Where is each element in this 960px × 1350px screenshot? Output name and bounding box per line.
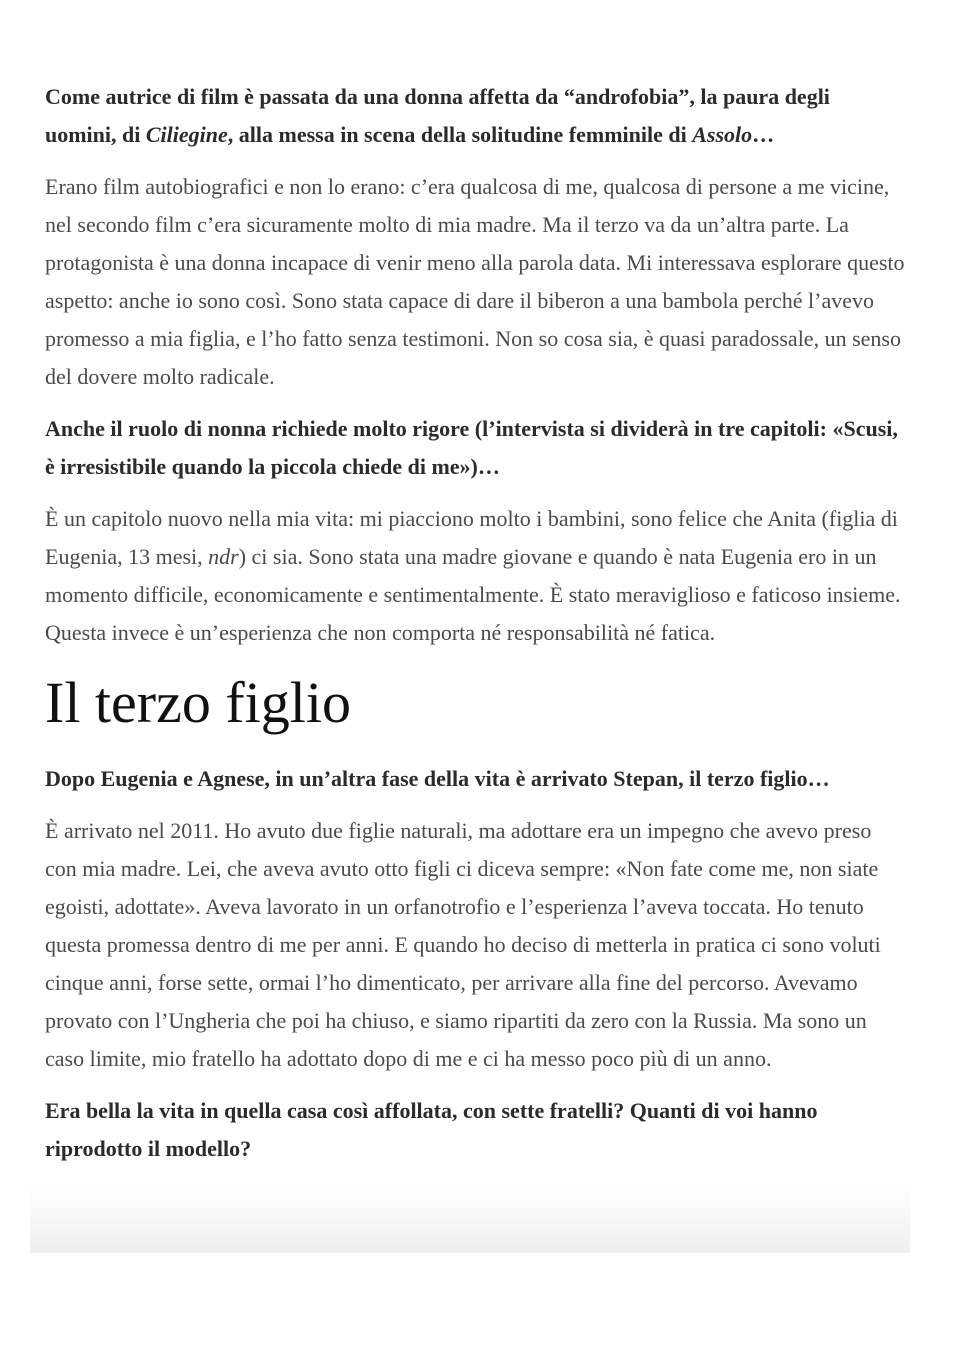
film-title: Assolo xyxy=(692,122,753,147)
interview-question: Dopo Eugenia e Agnese, in un’altra fase della vita è arrivato Stepan, il terzo figlio… xyxy=(45,766,830,791)
question-text: … xyxy=(752,122,775,147)
question-text: , alla messa in scena della solitudine femminile di xyxy=(227,122,693,147)
section-heading: Il terzo figlio xyxy=(45,670,352,735)
interview-answer: È arrivato nel 2011. Ho avuto due figlie naturali, ma adottare era un impegno che avevo preso con mia madre. Lei, che aveva avuto otto figli ci diceva sempre: «Non fate come me, non siate egoisti, adottate». Aveva lavorato in un orfanotrofio e l’esperienza l’aveva toccata. Ho tenuto questa promessa dentro di me per anni. E quando ho deciso di metterla in pratica ci sono voluti cinque anni, forse sette, ormai l’ho dimenticato, per arrivare alla fine del percorso. Avevamo provato con l’Ungheria che poi ha chiuso, e siamo ripartiti da zero con la Russia. Ma sono un caso limite, mio fratello ha adottato dopo di me e ci ha messo poco più di un anno. xyxy=(45,818,881,1071)
content-fade-overlay xyxy=(30,1185,910,1253)
answer-text: ) ci sia. Sono stata una madre giovane e quando è nata Eugenia ero in un momento difficile, economicamente e sentimentalmente. È stato meraviglioso e faticoso insieme. Questa invece è un’esperienza che non comporta né responsabilità né fatica. xyxy=(45,544,901,645)
question-text: Come autrice di film è passata da una donna affetta da “androfobia”, la paura degli uomini, di xyxy=(45,84,830,147)
interview-answer xyxy=(45,500,905,652)
interview-question xyxy=(45,78,905,154)
answer-text: È un capitolo nuovo nella mia vita: mi piacciono molto i bambini, sono felice che Anita (figlia di Eugenia, 13 mesi, xyxy=(45,506,898,569)
interview-answer: Erano film autobiografici e non lo erano: c’era qualcosa di me, qualcosa di persone a me vicine, nel secondo film c’era sicuramente molto di mia madre. Ma il terzo va da un’altra parte. La protagonista è una donna incapace di venir meno alla parola data. Mi interessava esplorare questo aspetto: anche io sono così. Sono stata capace di dare il biberon a una bambola perché l’avevo promesso a mia figlia, e l’ho fatto senza testimoni. Non so cosa sia, è quasi paradossale, un senso del dovere molto radicale. xyxy=(45,174,905,389)
editor-note: ndr xyxy=(208,544,239,569)
article-body xyxy=(45,78,905,1182)
interview-question: Era bella la vita in quella casa così affollata, con sette fratelli? Quanti di voi hanno riprodotto il modello? xyxy=(45,1098,818,1161)
film-title: Ciliegine xyxy=(145,122,228,147)
interview-question: Anche il ruolo di nonna richiede molto rigore (l’intervista si dividerà in tre capitoli: «Scusi, è irresistibile quando la piccola chiede di me»)… xyxy=(45,416,898,479)
